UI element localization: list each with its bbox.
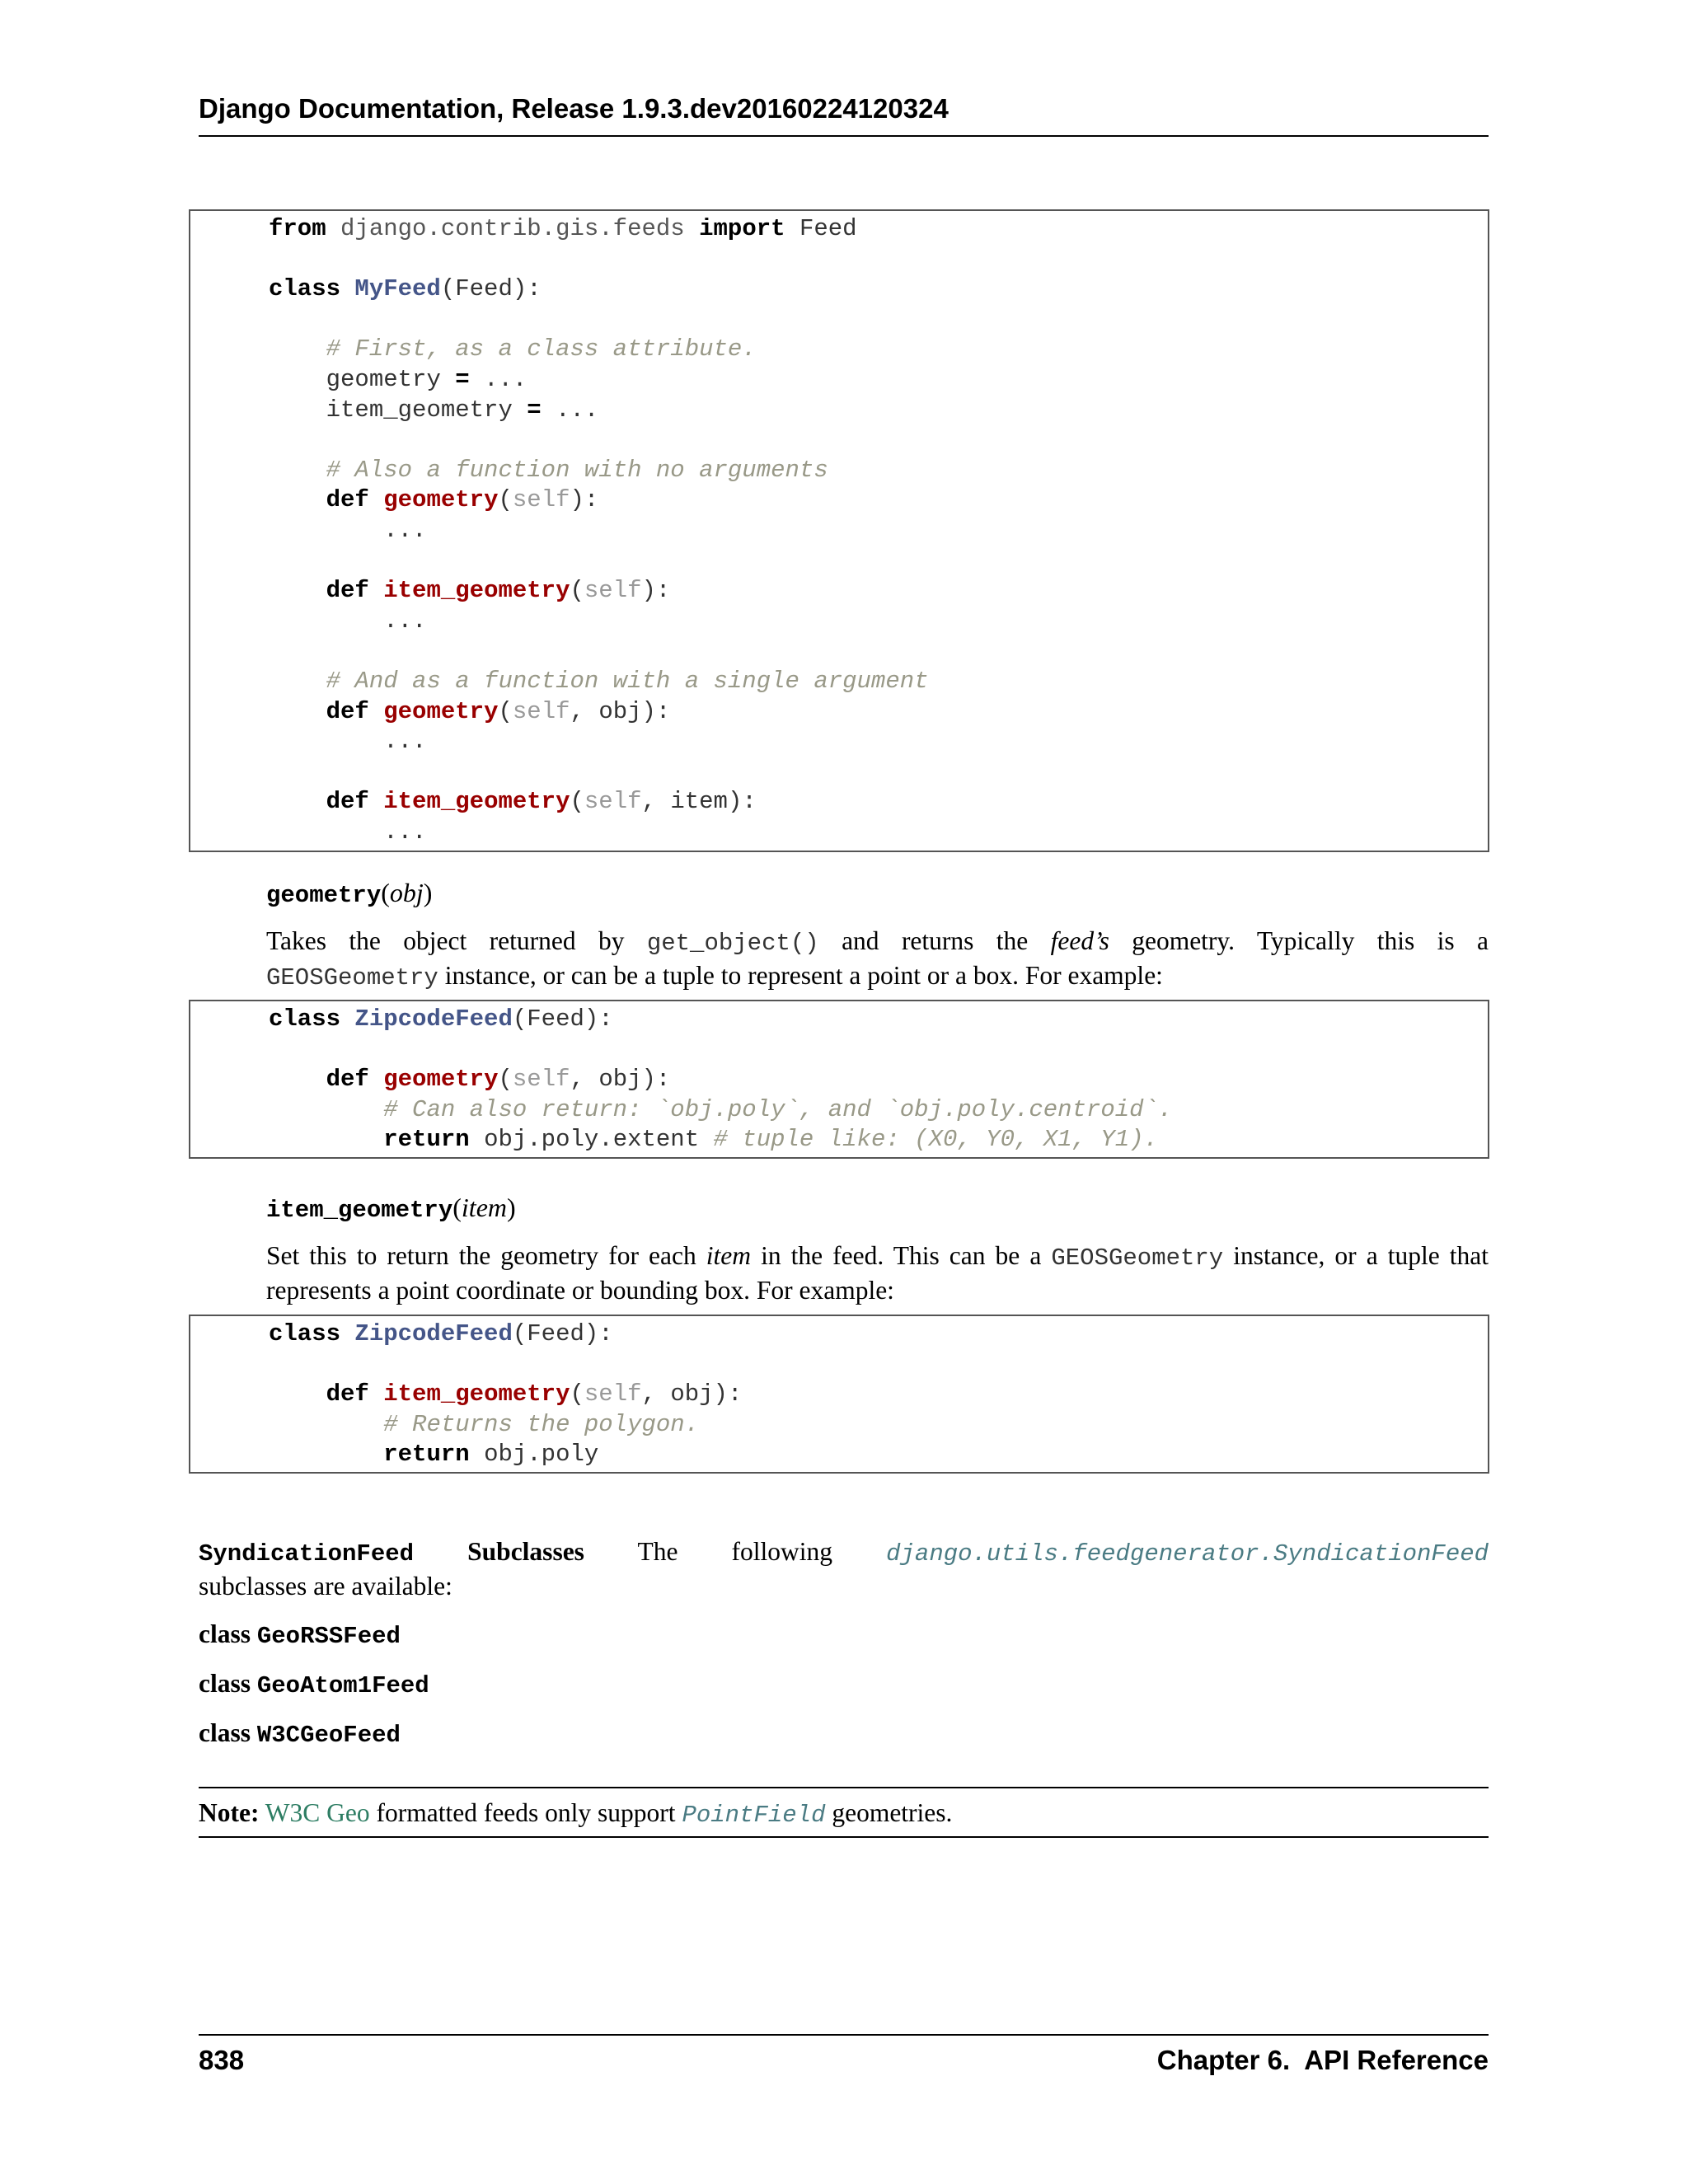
desc-line: represents a point coordinate or bounding box. For example: bbox=[266, 1276, 894, 1305]
code-module: django.contrib.gis.feeds bbox=[340, 215, 685, 242]
code-keyword: def bbox=[326, 1380, 369, 1408]
class-name: GeoRSSFeed bbox=[256, 1623, 401, 1650]
code-text-part: (Feed): bbox=[440, 275, 542, 303]
code-name: Feed bbox=[799, 215, 857, 242]
code-function-name: item_geometry bbox=[383, 1380, 570, 1408]
class-prefix: class bbox=[199, 1669, 251, 1698]
running-header: Django Documentation, Release 1.9.3.dev20160224120324 bbox=[199, 92, 1489, 137]
inline-code: GEOSGeometry bbox=[1051, 1244, 1224, 1272]
code-keyword: return bbox=[383, 1441, 470, 1469]
method-param: item bbox=[461, 1193, 507, 1222]
code-text-part: (Feed): bbox=[512, 1320, 613, 1347]
code-operator: = bbox=[527, 396, 542, 424]
code-text-part: ... bbox=[383, 818, 427, 846]
code-keyword: def bbox=[326, 486, 369, 514]
code-text-part: ): bbox=[641, 577, 671, 605]
desc-text: instance, or a tuple that bbox=[1223, 1241, 1489, 1270]
code-self: self bbox=[512, 486, 570, 514]
code-text: class ZipcodeFeed(Feed): def geometry(self, obj): # Can also return: `obj.poly`, and `obj.poly.centroid`. return obj.poly.extent # tuple like: (X0, Y0, X1, Y1). bbox=[269, 1005, 1173, 1154]
code-name: item_geometry bbox=[326, 396, 513, 424]
code-function-name: item_geometry bbox=[383, 577, 570, 605]
code-block-zipcode-item-geometry bbox=[189, 1315, 1489, 1474]
code-keyword: def bbox=[326, 697, 369, 725]
note-body: formatted feeds only support bbox=[369, 1798, 682, 1827]
code-operator: = bbox=[455, 365, 470, 393]
method-name: item_geometry bbox=[266, 1197, 453, 1224]
subclasses-intro bbox=[199, 1535, 1489, 1602]
intro-text: The following bbox=[637, 1537, 833, 1566]
code-self: self bbox=[512, 697, 570, 725]
class-georssfeed bbox=[199, 1618, 401, 1652]
chapter-title: Chapter 6. API Reference bbox=[1156, 2045, 1489, 2075]
class-name: GeoAtom1Feed bbox=[256, 1672, 429, 1699]
desc-emphasis: feed’s bbox=[1050, 926, 1109, 955]
code-text-part: ... bbox=[383, 728, 427, 756]
method-signature-geometry: geometry(obj) bbox=[266, 878, 433, 909]
code-comment: # tuple like: (X0, Y0, X1, Y1). bbox=[713, 1126, 1159, 1154]
code-self: self bbox=[512, 1066, 570, 1094]
desc-text: Set this to return the geometry for each bbox=[266, 1241, 706, 1270]
desc-line bbox=[266, 959, 1489, 994]
code-text-part: (Feed): bbox=[512, 1005, 613, 1033]
code-class-name: MyFeed bbox=[354, 275, 441, 303]
code-keyword: return bbox=[383, 1126, 470, 1154]
desc-emphasis: item bbox=[706, 1241, 752, 1270]
code-self: self bbox=[584, 577, 642, 605]
code-text-part: , obj): bbox=[570, 697, 671, 725]
desc-line bbox=[266, 1240, 1489, 1274]
code-name: geometry bbox=[326, 365, 441, 393]
method-signature-item-geometry: item_geometry(item) bbox=[266, 1193, 516, 1224]
code-function-name: geometry bbox=[383, 486, 499, 514]
desc-text: Takes the object returned by bbox=[266, 926, 647, 955]
class-prefix: class bbox=[199, 1619, 251, 1648]
code-text-part: obj.poly.extent bbox=[484, 1126, 700, 1154]
code-text-part: , obj): bbox=[641, 1380, 743, 1408]
footer-rule bbox=[199, 2034, 1489, 2036]
code-self: self bbox=[584, 1380, 642, 1408]
code-text-part: ): bbox=[570, 486, 599, 514]
section-heading-text: Subclasses bbox=[467, 1537, 584, 1566]
geometry-description bbox=[266, 925, 1489, 994]
code-text: from django.contrib.gis.feeds import Feed class MyFeed(Feed): # First, as a class attribute. geometry = ... item_geometry = ... # Also a function with no arguments def geometry(self): ... def item_geometry(self): ... # And as a function with a single argument def geometry(self, obj): ... def item_geometry(self, item): ... bbox=[269, 215, 929, 846]
item-geometry-description bbox=[266, 1240, 1489, 1306]
code-text-part: ... bbox=[556, 396, 599, 424]
code-text-part: ... bbox=[383, 607, 427, 635]
desc-text: geometry. Typically this is a bbox=[1109, 926, 1489, 955]
code-keyword: class bbox=[269, 1320, 341, 1347]
desc-text: instance, or can be a tuple to represent a point or a box. For example: bbox=[438, 961, 1163, 990]
code-keyword: class bbox=[269, 1005, 341, 1033]
inline-code: get_object() bbox=[646, 930, 819, 957]
code-text-part: obj.poly bbox=[484, 1441, 599, 1469]
code-comment: # Also a function with no arguments bbox=[326, 456, 828, 484]
syndicationfeed-link[interactable]: django.utils.feedgenerator.SyndicationFeed bbox=[886, 1540, 1489, 1568]
page-number: 838 bbox=[199, 2045, 245, 2075]
code-keyword: class bbox=[269, 275, 341, 303]
code-self: self bbox=[584, 788, 642, 816]
code-keyword: from bbox=[269, 215, 326, 242]
code-class-name: ZipcodeFeed bbox=[354, 1005, 513, 1033]
class-prefix: class bbox=[199, 1718, 251, 1747]
desc-text: in the feed. This can be a bbox=[751, 1241, 1052, 1270]
intro-line bbox=[199, 1535, 1489, 1570]
class-geoatom1feed bbox=[199, 1667, 429, 1702]
code-text-part: ... bbox=[383, 516, 427, 544]
class-name: W3CGeoFeed bbox=[256, 1722, 401, 1749]
code-keyword: def bbox=[326, 1066, 369, 1094]
code-text: class ZipcodeFeed(Feed): def item_geometry(self, obj): # Returns the polygon. return obj.poly bbox=[269, 1320, 743, 1469]
code-comment: # Can also return: `obj.poly`, and `obj.poly.centroid`. bbox=[383, 1095, 1173, 1123]
method-name: geometry bbox=[266, 882, 382, 909]
code-comment: # And as a function with a single argument bbox=[326, 667, 929, 695]
note-box bbox=[199, 1787, 1489, 1838]
code-keyword: def bbox=[326, 788, 369, 816]
code-function-name: item_geometry bbox=[383, 788, 570, 816]
note-text bbox=[199, 1797, 952, 1831]
w3c-geo-link[interactable]: W3C Geo bbox=[265, 1798, 370, 1827]
code-block-myfeed bbox=[189, 209, 1489, 852]
class-w3cgeofeed bbox=[199, 1717, 401, 1751]
note-body: geometries. bbox=[825, 1798, 953, 1827]
code-text-part: , obj): bbox=[570, 1066, 671, 1094]
method-param: obj bbox=[389, 878, 424, 907]
code-comment: # First, as a class attribute. bbox=[326, 335, 757, 363]
desc-line bbox=[266, 925, 1489, 959]
code-text-part: , item): bbox=[641, 788, 757, 816]
code-comment: # Returns the polygon. bbox=[383, 1410, 700, 1438]
section-heading-code: SyndicationFeed bbox=[199, 1540, 415, 1568]
note-label: Note: bbox=[199, 1798, 260, 1827]
code-function-name: geometry bbox=[383, 697, 499, 725]
code-keyword: def bbox=[326, 577, 369, 605]
code-function-name: geometry bbox=[383, 1066, 499, 1094]
desc-text: and returns the bbox=[818, 926, 1051, 955]
inline-code: GEOSGeometry bbox=[266, 964, 438, 991]
intro-line: subclasses are available: bbox=[199, 1572, 452, 1601]
code-block-zipcode-geometry bbox=[189, 1000, 1489, 1159]
code-class-name: ZipcodeFeed bbox=[354, 1320, 513, 1347]
pointfield-link[interactable]: PointField bbox=[682, 1802, 826, 1829]
code-text-part: ... bbox=[484, 365, 528, 393]
code-keyword: import bbox=[699, 215, 785, 242]
